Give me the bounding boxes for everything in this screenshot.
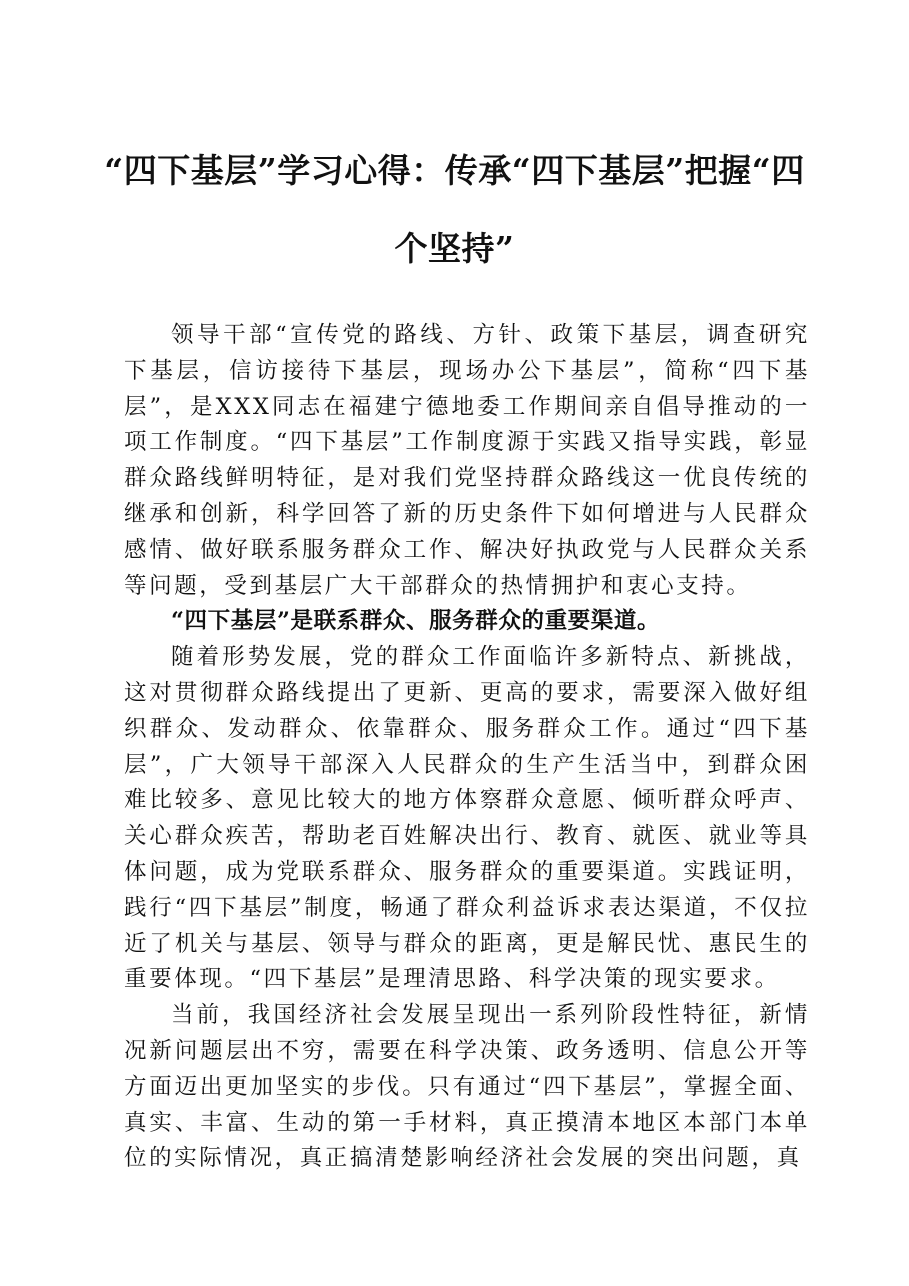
section-heading: “四下基层”是联系群众、服务群众的重要渠道。 — [171, 608, 661, 635]
paragraph-channel: 随着形势发展，党的群众工作面临许多新特点、新挑战，这对贯彻群众路线提出了更新、更高的要求，需要深入做好组织群众、发动群众、依靠群众、服务群众工作。通过“四下基层”，广大领导干部深入人民群众的生产生活当中，到群众困难比较多、意见比较大的地方体察群众意愿、倾听群众呼声、关心群众疾苦，帮助老百姓解决出行、教育、就医、就业等具体问题，成为党联系群众、服务群众的重要渠道。实践证明，践行“四下基层”制度，畅通了群众利益诉求表达渠道，不仅拉近了机关与基层、领导与群众的距离，更是解民忧、惠民生的重要体现。“四下基层”是理清思路、科学决策的现实要求。 — [124, 644, 810, 993]
paragraph-current: 当前，我国经济社会发展呈现出一系列阶段性特征，新情况新问题层出不穷，需要在科学决策、政务透明、信息公开等方面迈出更加坚实的步伐。只有通过“四下基层”，掌握全面、真实、丰富、生动的第一手材料，真正摸清本地区本部门本单位的实际情况，真正搞清楚影响经济社会发展的突出问题，真 — [124, 1002, 810, 1172]
document-title: “四下基层”学习心得：传承“四下基层”把握“四个坚持” — [104, 151, 805, 268]
document-body — [124, 318, 810, 1177]
paragraph-intro: 领导干部“宣传党的路线、方针、政策下基层，调查研究下基层，信访接待下基层，现场办公下基层”，简称“四下基层”，是XXX同志在福建宁德地委工作期间亲自倡导推动的一项工作制度。“四下基层”工作制度源于实践又指导实践，彰显群众路线鲜明特征，是对我们党坚持群众路线这一优良传统的继承和创新，科学回答了新的历史条件下如何增进与人民群众感情、做好联系服务群众工作、解决好执政党与人民群众关系等问题，受到基层广大干部群众的热情拥护和衷心支持。 — [124, 322, 810, 599]
